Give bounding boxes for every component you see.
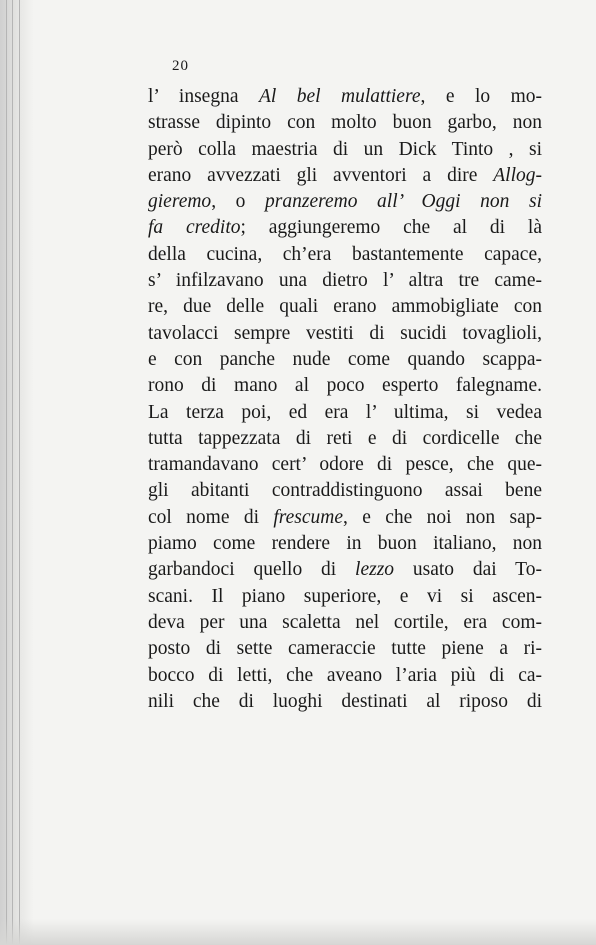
text-segment: s’ infilzavano una dietro l’ altra tre came- [148, 270, 542, 292]
text-segment: tutta tappezzata di reti e di cordicelle che [148, 427, 542, 449]
text-line [148, 268, 542, 294]
text-line [148, 663, 542, 689]
text-line [148, 636, 542, 662]
text-line [148, 294, 542, 320]
text-line [148, 189, 542, 215]
italic-phrase: gieremo [148, 191, 212, 213]
text-segment: posto di sette cameraccie tutte piene a ri- [148, 638, 542, 660]
binding-edge-line [12, 0, 13, 945]
text-line [148, 505, 542, 531]
binding-edge-line [19, 0, 20, 945]
italic-phrase: Allog- [493, 164, 542, 186]
text-line [148, 531, 542, 557]
text-line [148, 584, 542, 610]
text-line [148, 347, 542, 373]
binding-edge-line [6, 0, 7, 945]
italic-phrase: pranzeremo all’ Oggi non si [265, 191, 543, 213]
text-line [148, 426, 542, 452]
text-segment: ; aggiungeremo che al di là [240, 217, 542, 239]
text-segment: , e lo mo- [420, 86, 542, 107]
text-segment: nili che di luoghi destinati al riposo di [148, 690, 542, 712]
text-segment: garbandoci quello di [148, 559, 356, 581]
text-line [148, 557, 542, 583]
text-line [148, 137, 542, 163]
text-segment: col nome di [148, 506, 274, 528]
text-segment: della cucina, ch’era bastantemente capace, [148, 243, 542, 265]
text-segment: re, due delle quali erano ammobigliate con [148, 296, 542, 318]
text-line [148, 321, 542, 347]
text-segment: deva per una scaletta nel cortile, era com- [148, 611, 542, 633]
text-line [148, 215, 542, 241]
page-number: 20 [172, 58, 189, 74]
text-segment: bocco di letti, che aveano l’aria più di ca- [148, 664, 542, 686]
text-segment: tramandavano cert’ odore di pesce, che que- [148, 454, 542, 476]
text-segment: però colla maestria di un Dick Tinto , si [148, 138, 542, 160]
body-text [148, 84, 542, 715]
italic-phrase: frescume [273, 506, 344, 528]
page-bottom-shadow [0, 919, 596, 945]
text-line [148, 478, 542, 504]
text-segment: tavolacci sempre vestiti di sucidi tovaglioli, [148, 322, 542, 344]
text-segment: erano avvezzati gli avventori a dire [148, 164, 494, 186]
text-line [148, 84, 542, 110]
text-line [148, 242, 542, 268]
text-segment: scani. Il piano superiore, e vi si ascen- [148, 585, 542, 607]
text-segment: rono di mano al poco esperto falegname. [148, 375, 542, 397]
text-line [148, 373, 542, 399]
text-line [148, 110, 542, 136]
text-segment: usato dai To- [394, 559, 542, 581]
text-segment: piamo come rendere in buon italiano, non [148, 533, 542, 555]
text-line [148, 689, 542, 715]
text-segment: e con panche nude come quando scappa- [148, 348, 542, 370]
text-line [148, 400, 542, 426]
italic-phrase: lezzo [355, 559, 395, 581]
text-segment: , o [211, 191, 266, 213]
text-line [148, 610, 542, 636]
text-segment: l’ insegna [148, 86, 259, 107]
text-segment: , e che noi non sap- [343, 506, 542, 528]
text-line [148, 163, 542, 189]
text-segment: La terza poi, ed era l’ ultima, si vedea [148, 401, 542, 423]
text-segment: strasse dipinto con molto buon garbo, non [148, 112, 542, 134]
italic-phrase: fa credito [148, 217, 241, 239]
text-line [148, 452, 542, 478]
text-segment: gli abitanti contraddistinguono assai bene [148, 480, 542, 502]
italic-phrase: Al bel mulattiere [258, 86, 421, 107]
